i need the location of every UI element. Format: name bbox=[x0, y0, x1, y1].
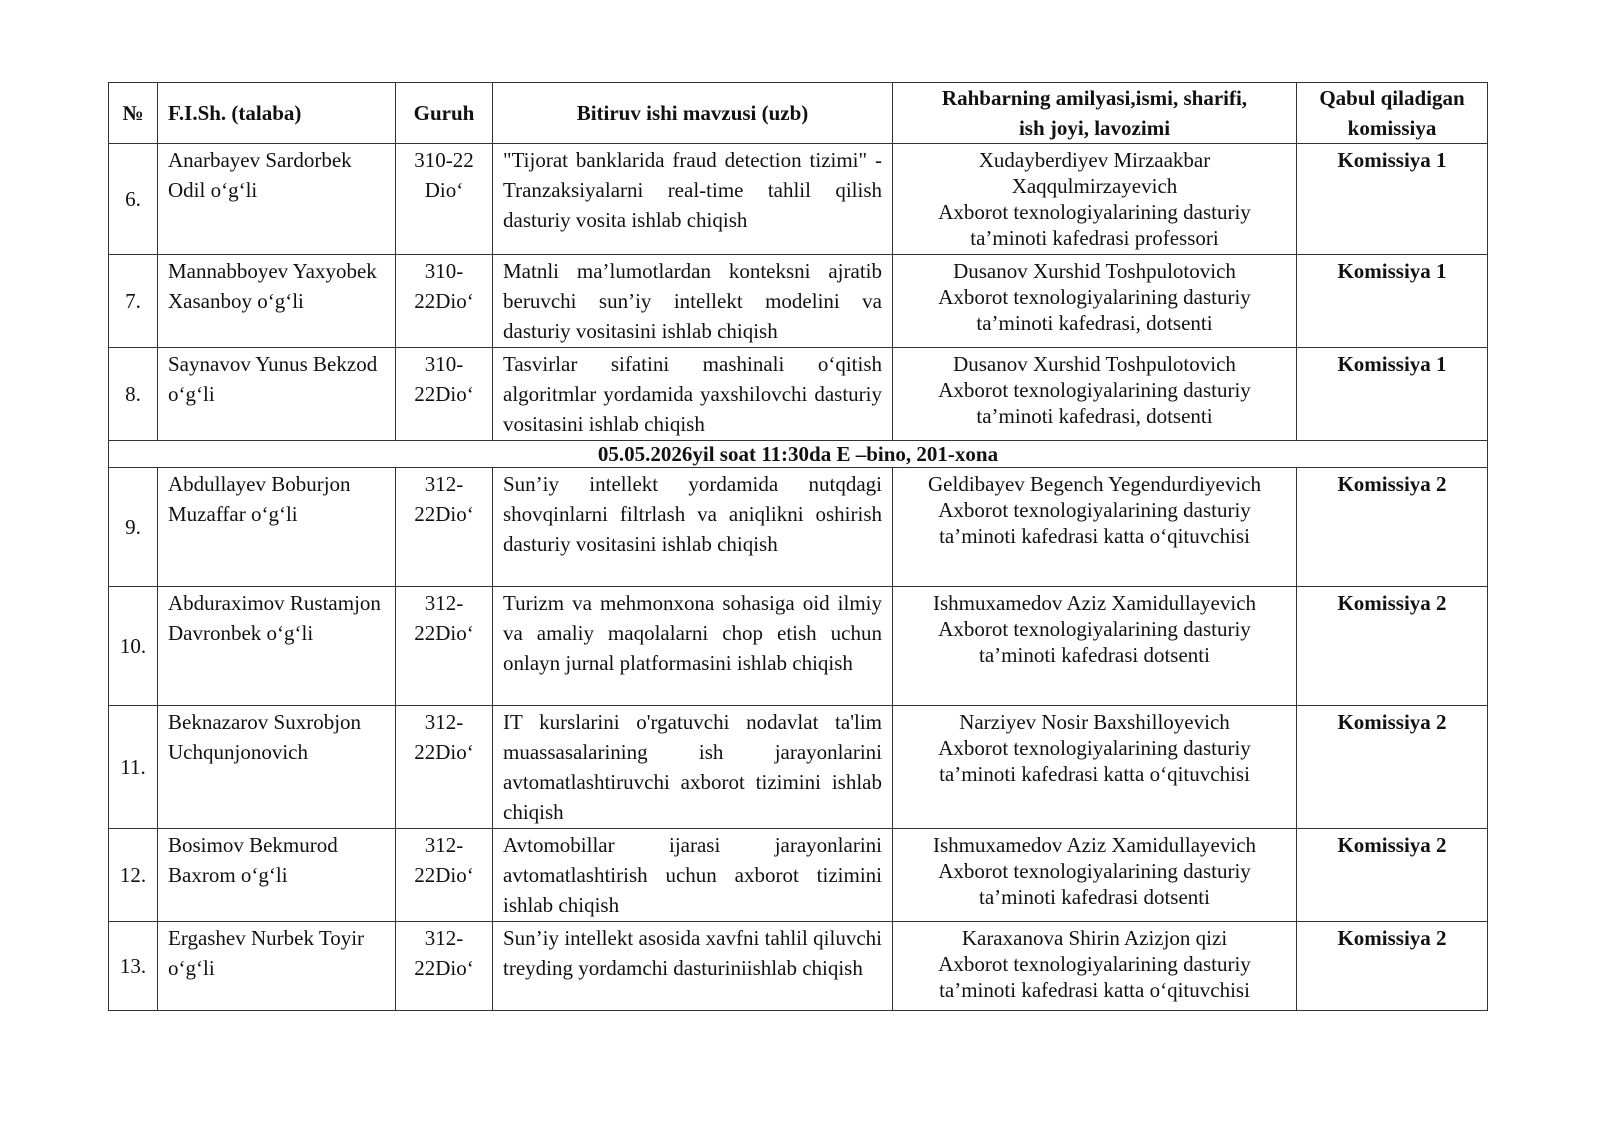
supervisor-cell bbox=[893, 829, 1297, 922]
thesis-topic: Matnli ma’lumotlardan konteksni ajratib beruvchi sun’iy intellekt modelini va dasturiy vositasini ishlab chiqish bbox=[493, 255, 893, 348]
student-name: Saynavov Yunus Bekzod o‘g‘li bbox=[158, 348, 396, 441]
supervisor-cell bbox=[893, 144, 1297, 255]
thesis-topic: Avtomobillar ijarasi jarayonlarini avtomatlashtirish uchun axborot tizimini ishlab chiqish bbox=[493, 829, 893, 922]
thesis-schedule-table bbox=[108, 82, 1488, 1011]
table-row bbox=[109, 348, 1488, 441]
commission-label: Komissiya 2 bbox=[1297, 829, 1488, 922]
header-student-name: F.I.Sh. (talaba) bbox=[158, 83, 396, 144]
table-row bbox=[109, 144, 1488, 255]
student-name: Anarbayev Sardorbek Odil o‘g‘li bbox=[158, 144, 396, 255]
table-row bbox=[109, 255, 1488, 348]
student-name: Beknazarov Suxrobjon Uchqunjonovich bbox=[158, 706, 396, 829]
header-row bbox=[109, 83, 1488, 144]
supervisor-name: Dusanov Xurshid Toshpulotovich bbox=[953, 259, 1236, 283]
header-thesis-topic: Bitiruv ishi mavzusi (uzb) bbox=[493, 83, 893, 144]
supervisor-name: Xudayberdiyev Mirzaakbar Xaqqulmirzayevich bbox=[978, 148, 1211, 198]
header-number: № bbox=[109, 83, 158, 144]
supervisor-position: Axborot texnologiyalarining dasturiy ta’minoti kafedrasi dotsenti bbox=[938, 617, 1251, 667]
row-number: 12. bbox=[109, 829, 158, 922]
group-code: 312-22Dio‘ bbox=[396, 829, 493, 922]
commission-label: Komissiya 2 bbox=[1297, 468, 1488, 587]
supervisor-cell bbox=[893, 468, 1297, 587]
commission-label: Komissiya 1 bbox=[1297, 348, 1488, 441]
table-row bbox=[109, 922, 1488, 1011]
supervisor-name: Ishmuxamedov Aziz Xamidullayevich bbox=[932, 833, 1257, 857]
supervisor-position: Axborot texnologiyalarining dasturiy ta’minoti kafedrasi katta o‘qituvchisi bbox=[938, 498, 1251, 548]
student-name: Ergashev Nurbek Toyir o‘g‘li bbox=[158, 922, 396, 1011]
group-code: 312-22Dio‘ bbox=[396, 922, 493, 1011]
row-number: 8. bbox=[109, 348, 158, 441]
table-row bbox=[109, 587, 1488, 706]
thesis-topic: Sun’iy intellekt asosida xavfni tahlil qiluvchi treyding yordamchi dasturiniishlab chiqish bbox=[493, 922, 893, 1011]
header-group: Guruh bbox=[396, 83, 493, 144]
session-datetime-location: 05.05.2026yil soat 11:30da E –bino, 201-xona bbox=[109, 441, 1488, 468]
group-code: 310-22Dio‘ bbox=[396, 255, 493, 348]
supervisor-position: Axborot texnologiyalarining dasturiy ta’minoti kafedrasi, dotsenti bbox=[938, 378, 1251, 428]
student-name: Abduraximov Rustamjon Davronbek o‘g‘li bbox=[158, 587, 396, 706]
supervisor-name: Geldibayev Begench Yegendurdiyevich bbox=[928, 472, 1261, 496]
supervisor-name: Karaxanova Shirin Azizjon qizi bbox=[961, 926, 1228, 950]
table-row bbox=[109, 706, 1488, 829]
student-name: Bosimov Bekmurod Baxrom o‘g‘li bbox=[158, 829, 396, 922]
student-name: Abdullayev Boburjon Muzaffar o‘g‘li bbox=[158, 468, 396, 587]
row-number: 11. bbox=[109, 706, 158, 829]
supervisor-position: Axborot texnologiyalarining dasturiy ta’minoti kafedrasi dotsenti bbox=[938, 859, 1251, 909]
commission-label: Komissiya 2 bbox=[1297, 706, 1488, 829]
student-name: Mannabboyev Yaxyobek Xasanboy o‘g‘li bbox=[158, 255, 396, 348]
row-number: 9. bbox=[109, 468, 158, 587]
table-row bbox=[109, 468, 1488, 587]
row-number: 6. bbox=[109, 144, 158, 255]
thesis-topic: Sun’iy intellekt yordamida nutqdagi shovqinlarni filtrlash va aniqlikni oshirish dasturiy vositasini ishlab chiqish bbox=[493, 468, 893, 587]
header-commission: Qabul qiladigan komissiya bbox=[1297, 83, 1488, 144]
supervisor-cell bbox=[893, 348, 1297, 441]
commission-label: Komissiya 2 bbox=[1297, 587, 1488, 706]
supervisor-cell bbox=[893, 706, 1297, 829]
group-code: 310-22Dio‘ bbox=[396, 348, 493, 441]
supervisor-cell bbox=[893, 255, 1297, 348]
thesis-topic: IT kurslarini o'rgatuvchi nodavlat ta'lim muassasalarining ish jarayonlarini avtomatlashtiruvchi axborot tizimini ishlab chiqish bbox=[493, 706, 893, 829]
row-number: 7. bbox=[109, 255, 158, 348]
group-code: 312-22Dio‘ bbox=[396, 587, 493, 706]
supervisor-position: Axborot texnologiyalarining dasturiy ta’minoti kafedrasi, dotsenti bbox=[938, 285, 1251, 335]
group-code: 310-22 Dio‘ bbox=[396, 144, 493, 255]
supervisor-position: Axborot texnologiyalarining dasturiy ta’minoti kafedrasi katta o‘qituvchisi bbox=[938, 952, 1251, 1002]
session-separator-row bbox=[109, 441, 1488, 468]
commission-label: Komissiya 1 bbox=[1297, 255, 1488, 348]
supervisor-cell bbox=[893, 922, 1297, 1011]
row-number: 13. bbox=[109, 922, 158, 1011]
group-code: 312-22Dio‘ bbox=[396, 468, 493, 587]
row-number: 10. bbox=[109, 587, 158, 706]
header-supervisor: Rahbarning amilyasi,ismi, sharifi, ish joyi, lavozimi bbox=[893, 83, 1297, 144]
supervisor-position: Axborot texnologiyalarining dasturiy ta’minoti kafedrasi katta o‘qituvchisi bbox=[938, 736, 1251, 786]
thesis-topic: Tasvirlar sifatini mashinali o‘qitish algoritmlar yordamida yaxshilovchi dasturiy vositasini ishlab chiqish bbox=[493, 348, 893, 441]
group-code: 312-22Dio‘ bbox=[396, 706, 493, 829]
supervisor-cell bbox=[893, 587, 1297, 706]
supervisor-position: Axborot texnologiyalarining dasturiy ta’minoti kafedrasi professori bbox=[938, 200, 1251, 250]
commission-label: Komissiya 1 bbox=[1297, 144, 1488, 255]
thesis-topic: Turizm va mehmonxona sohasiga oid ilmiy va amaliy maqolalarni chop etish uchun onlayn jurnal platformasini ishlab chiqish bbox=[493, 587, 893, 706]
table-row bbox=[109, 829, 1488, 922]
supervisor-name: Dusanov Xurshid Toshpulotovich bbox=[953, 352, 1236, 376]
thesis-topic: "Tijorat banklarida fraud detection tizimi" - Tranzaksiyalarni real-time tahlil qilish dasturiy vosita ishlab chiqish bbox=[493, 144, 893, 255]
supervisor-name: Narziyev Nosir Baxshilloyevich bbox=[959, 710, 1230, 734]
commission-label: Komissiya 2 bbox=[1297, 922, 1488, 1011]
supervisor-name: Ishmuxamedov Aziz Xamidullayevich bbox=[932, 591, 1257, 615]
